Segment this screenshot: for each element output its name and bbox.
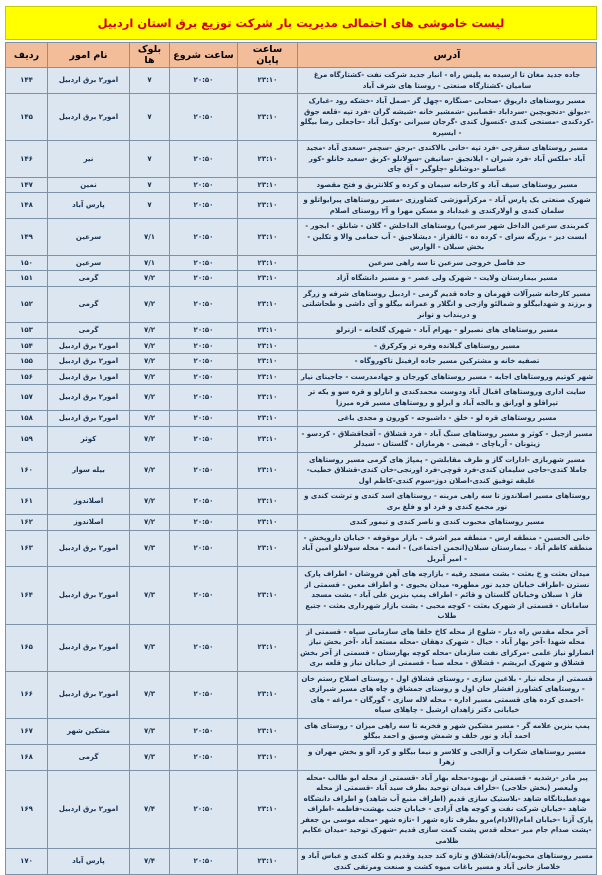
- table-row: [6, 338, 597, 354]
- table-row: [6, 286, 597, 323]
- cell-address: مسیر روستاهای قره لو - خلق - داشبوجه - کورون و مجدی باغی: [298, 411, 597, 427]
- cell-index: ۱۴۹: [6, 219, 48, 256]
- cell-end-time: ۲۳:۱۰: [238, 177, 298, 193]
- cell-office: امور۲ برق اردبیل: [48, 68, 130, 94]
- cell-address: مسیر ازجیل - کوثر و مسیر روستاهای سنگ آباد - فرد قشلاق - آقجاقشلاق - کردسو - زیتونان - آریاچای - فیضی - هرمازان - گلستان - سیدلر: [298, 426, 597, 452]
- cell-index: ۱۵۱: [6, 271, 48, 287]
- cell-blocks: ۷/۳: [130, 567, 170, 625]
- cell-blocks: ۷/۴: [130, 849, 170, 875]
- cell-office: بیله سوار: [48, 452, 130, 489]
- cell-end-time: ۲۳:۱۰: [238, 286, 298, 323]
- table-row: [6, 849, 597, 875]
- cell-index: ۱۵۵: [6, 354, 48, 370]
- cell-end-time: ۲۳:۱۰: [238, 849, 298, 875]
- cell-index: ۱۶۲: [6, 515, 48, 531]
- cell-index: ۱۴۴: [6, 68, 48, 94]
- table-row: [6, 411, 597, 427]
- cell-end-time: ۲۳:۱۰: [238, 385, 298, 411]
- cell-index: ۱۶۶: [6, 671, 48, 718]
- cell-start-time: ۲۰:۵۰: [170, 177, 238, 193]
- cell-end-time: ۲۳:۱۰: [238, 354, 298, 370]
- table-row: [6, 385, 597, 411]
- cell-address: میدان بعثت و خ بعثت - بشت مسجد رقیه - بازارچه های آهن فروشان - اطراف پارک نسترن -اطراف خیابان جدید نور مطهره- میدان یحیوی - و اطراف معین - قسمتی از فاز ۱ سبلان وخیابان گلستان و قائم - اطراف پمپ بنزین علی آباد - بشت مسجد سامانان - قسمتی از شهرک بعثت - کوچه محبی - بشت بازار شهرداری بعثت - جتبع طلاب: [298, 567, 597, 625]
- cell-blocks: ۷/۲: [130, 515, 170, 531]
- cell-address: مسیر روستاهای محبوب کندی و ناصر کندی و تیمور کندی: [298, 515, 597, 531]
- table-row: [6, 671, 597, 718]
- cell-office: امور۲ برق اردبیل: [48, 624, 130, 671]
- cell-office: امور۲ برق اردبیل: [48, 338, 130, 354]
- cell-office: سرعین: [48, 255, 130, 271]
- cell-blocks: ۷: [130, 193, 170, 219]
- column-header-office: نام امور: [48, 43, 130, 68]
- cell-index: ۱۶۸: [6, 744, 48, 770]
- cell-office: سرعین: [48, 219, 130, 256]
- table-row: [6, 354, 597, 370]
- table-header-row: [6, 43, 597, 68]
- cell-end-time: ۲۳:۱۰: [238, 338, 298, 354]
- cell-address: شهر کوتیم وروستاهای اجابه - مسیر روستاهای کورجان و جهادمدرست - جاجینای نیار: [298, 369, 597, 385]
- cell-start-time: ۲۰:۵۰: [170, 68, 238, 94]
- cell-index: ۱۵۳: [6, 323, 48, 339]
- cell-end-time: ۲۳:۱۰: [238, 323, 298, 339]
- table-row: [6, 94, 597, 141]
- table-row: [6, 624, 597, 671]
- table-row: [6, 530, 597, 567]
- cell-start-time: ۲۰:۵۰: [170, 426, 238, 452]
- cell-blocks: ۷: [130, 141, 170, 178]
- cell-start-time: ۲۰:۵۰: [170, 671, 238, 718]
- cell-start-time: ۲۰:۵۰: [170, 489, 238, 515]
- table-row: [6, 271, 597, 287]
- cell-address: پیر مادر -رشدیه - قسمتی از بهبود-محله بهار آباد -قسمتی از محله ابو طالب -محله ولیعصر (بخش حلاجی) -خلراف میدان توحید بطرف سید آباد -قسمتی از محله مهدعطینانگاه شاهد -بلاستیک سازی قدیم (اطراف منبع آب شاهد) و اطراف دانشگاه شاهد -خیابان شرکت نفت و کوچه های آزادی - خیابان جنب بهشت-فاظمه -اطراف پارک آزنا -خیابان امام(الاذام)مرو بطرف تازه شهر ا -تازه شهر -محله موسی بن جعفر -پشت صدام جام میر -محله قدس پشت کمت سازی قدیم -شهرک توحید -میدان عکایم ظلامی: [298, 770, 597, 849]
- cell-address: جاده جدید مغان تا ارسیده به پلیس راه - انبار جدید شرکت نفت -کشتارگاه مرغ سامیان -کشتارگاه صنعتی - روستا های شرف آباد: [298, 68, 597, 94]
- cell-office: امور۲ برق اردبیل: [48, 671, 130, 718]
- cell-start-time: ۲۰:۵۰: [170, 369, 238, 385]
- cell-address: پمپ بنزین علامه گر - مسیر مشکین شهر و فخریه تا سه راهی میزان - روستای های احمد آباد و نور خلف و شمش وصیق و احمد بیگلو: [298, 718, 597, 744]
- cell-office: گرمی: [48, 323, 130, 339]
- cell-start-time: ۲۰:۵۰: [170, 141, 238, 178]
- cell-blocks: ۷/۲: [130, 426, 170, 452]
- table-row: [6, 177, 597, 193]
- cell-index: ۱۴۷: [6, 177, 48, 193]
- cell-end-time: ۲۳:۱۰: [238, 426, 298, 452]
- cell-start-time: ۲۰:۵۰: [170, 94, 238, 141]
- cell-blocks: ۷/۳: [130, 718, 170, 744]
- cell-end-time: ۲۳:۱۰: [238, 530, 298, 567]
- cell-office: گرمی: [48, 744, 130, 770]
- cell-address: قسمتی از محله نیار - بلاغین سازی - روستای قشلاق اول - روستای اصلاح رستم خان - روستاهای کشاورز افشار خان اول و روستای جمشاق و چاه های مسیر شیرازی -احمدی کرده های قسمتی مسیر اداره - محله لاله سازی - گورگان - مراغه - های خیابانی دکتر زاهدان ارشیل - چاهلای سیاه: [298, 671, 597, 718]
- cell-start-time: ۲۰:۵۰: [170, 271, 238, 287]
- cell-office: امور۱ برق اردبیل: [48, 369, 130, 385]
- cell-address: مسیر شهربازی -ادارات گاز و طرف مقابلشن - پمپاژ های گرمی مسیر روستاهای جاملا کندی-حاجی سلیمان کندی-فرد قوچی-فرد اورنجی-خان کندی-قشلاق خطیب-علیقه توفیق کندی-اصلان دوز-سوم کندی-کاظم اول: [298, 452, 597, 489]
- cell-start-time: ۲۰:۵۰: [170, 286, 238, 323]
- cell-index: ۱۶۱: [6, 489, 48, 515]
- cell-end-time: ۲۳:۱۰: [238, 255, 298, 271]
- cell-start-time: ۲۰:۵۰: [170, 849, 238, 875]
- cell-blocks: ۷/۲: [130, 271, 170, 287]
- cell-start-time: ۲۰:۵۰: [170, 385, 238, 411]
- cell-office: پارس آباد: [48, 849, 130, 875]
- table-body: [6, 68, 597, 875]
- cell-address: مسیر روستاهای محبوبه/آباد/قشلاق و تازه کند جدید وقدیم و تکله کندی و عباس آباد و خلاصاز خانی آباد و مسیر باغات میوه کشت و صنعت ومرتفی کندی: [298, 849, 597, 875]
- cell-blocks: ۷/۲: [130, 323, 170, 339]
- cell-blocks: ۷/۳: [130, 744, 170, 770]
- column-header-index: ردیف: [6, 43, 48, 68]
- cell-office: گرمی: [48, 286, 130, 323]
- table-row: [6, 369, 597, 385]
- cell-index: ۱۵۸: [6, 411, 48, 427]
- cell-blocks: ۷: [130, 68, 170, 94]
- cell-index: ۱۷۰: [6, 849, 48, 875]
- cell-office: مشکین شهر: [48, 718, 130, 744]
- cell-address: کمربندی سرعین الداخل شهر سرعین) روستاهای الداخلش - گلان - شانلق - ابجور - ابست دیز - بزرگه سرای - کرده ده - ئالقراز - دیشلاجیق - آب حمامی والا و تکلین - بخش سبلان - الوارس: [298, 219, 597, 256]
- table-row: [6, 68, 597, 94]
- cell-start-time: ۲۰:۵۰: [170, 718, 238, 744]
- cell-index: ۱۵۶: [6, 369, 48, 385]
- cell-end-time: ۲۳:۱۰: [238, 141, 298, 178]
- cell-index: ۱۶۷: [6, 718, 48, 744]
- table-row: [6, 255, 597, 271]
- cell-index: ۱۵۰: [6, 255, 48, 271]
- cell-start-time: ۲۰:۵۰: [170, 624, 238, 671]
- cell-office: امور۲ برق اردبیل: [48, 411, 130, 427]
- table-row: [6, 193, 597, 219]
- table-row: [6, 718, 597, 744]
- cell-index: ۱۶۳: [6, 530, 48, 567]
- cell-start-time: ۲۰:۵۰: [170, 219, 238, 256]
- table-row: [6, 426, 597, 452]
- cell-blocks: ۷/۲: [130, 286, 170, 323]
- cell-start-time: ۲۰:۵۰: [170, 744, 238, 770]
- cell-address: مسیر کارخانه شیرآلات قهرمان و جاده قدیم گرمی - اردبیل روستاهای شرفه و زرگر و برزند و شهدابیگلو و شمالئو وازجی و انگلار و عمرانه بیگلو و آی داشی و طحاشلتی و دربنداب و توانر: [298, 286, 597, 323]
- cell-start-time: ۲۰:۵۰: [170, 193, 238, 219]
- cell-end-time: ۲۳:۱۰: [238, 271, 298, 287]
- cell-start-time: ۲۰:۵۰: [170, 323, 238, 339]
- table-header: [6, 43, 597, 68]
- cell-office: امور۲ برق اردبیل: [48, 94, 130, 141]
- cell-start-time: ۲۰:۵۰: [170, 255, 238, 271]
- cell-blocks: ۷/۱: [130, 255, 170, 271]
- cell-end-time: ۲۳:۱۰: [238, 744, 298, 770]
- cell-address: شهرک صنعتی یک پارس آباد - مرکزآموزشی کشاورزی -مسیر روستاهای پیرایواتلو و سلمان کندی و اولارکندی و غیداباد و مسکن مهرا و آ۲ روستای اصلام: [298, 193, 597, 219]
- cell-index: ۱۴۶: [6, 141, 48, 178]
- cell-start-time: ۲۰:۵۰: [170, 354, 238, 370]
- table-row: [6, 323, 597, 339]
- cell-start-time: ۲۰:۵۰: [170, 452, 238, 489]
- column-header-address: آدرس: [298, 43, 597, 68]
- table-row: [6, 744, 597, 770]
- table-row: [6, 489, 597, 515]
- cell-blocks: ۷/۳: [130, 530, 170, 567]
- cell-start-time: ۲۰:۵۰: [170, 530, 238, 567]
- cell-end-time: ۲۳:۱۰: [238, 515, 298, 531]
- cell-address: روستاهای مسیر اصلاندوز تا سه راهی مرینه - روستاهای اسد کندی و ترشت کندی و نور مجمع کندی و فرد او و فلغ بری: [298, 489, 597, 515]
- cell-index: ۱۶۰: [6, 452, 48, 489]
- cell-blocks: ۷/۲: [130, 452, 170, 489]
- cell-office: پارس آباد: [48, 193, 130, 219]
- cell-start-time: ۲۰:۵۰: [170, 770, 238, 849]
- cell-blocks: ۷/۲: [130, 369, 170, 385]
- cell-index: ۱۵۲: [6, 286, 48, 323]
- cell-start-time: ۲۰:۵۰: [170, 411, 238, 427]
- cell-index: ۱۵۴: [6, 338, 48, 354]
- cell-office: امور۲ برق اردبیل: [48, 567, 130, 625]
- cell-index: ۱۶۹: [6, 770, 48, 849]
- cell-address: آخر محله مقدس راه دیار - شلوع از محله کاخ خلفا های سازمانی سپاه - قسمتی از محله شهدا -آخر بهار آباد - خیال - شهرک دهقان -محله مستعد آباد -آخر بخش نیاز انصارلو نیاز علمی -مرکزای نفت سازمان -محله کوچه بهارستان - قسمتی از آخر بخش قشلاق و شهرک ابریشم - قشلاق - محله صبا - قسمتی از خیابان نیاز و قلعه بری: [298, 624, 597, 671]
- report-title-banner: [5, 6, 597, 40]
- cell-address: مسیر روستاهای شکراب و آزالجی و کلاسر و نیما بیگلو و کرد آلو و بخش مهران و زهرا: [298, 744, 597, 770]
- table-row: [6, 219, 597, 256]
- cell-index: ۱۵۹: [6, 426, 48, 452]
- cell-blocks: ۷/۲: [130, 385, 170, 411]
- table-row: [6, 515, 597, 531]
- cell-end-time: ۲۳:۱۰: [238, 411, 298, 427]
- table-row: [6, 452, 597, 489]
- cell-blocks: ۷/۳: [130, 624, 170, 671]
- cell-office: امور۲ برق اردبیل: [48, 354, 130, 370]
- cell-end-time: ۲۳:۱۰: [238, 193, 298, 219]
- cell-office: امور۲ برق اردبیل: [48, 530, 130, 567]
- cell-address: خانی الحسین - منطقه ارس - منطقه میر اشرف - بازار موقوفه - خیابان داروپخش - منطقه کاظم آباد - بیمارستان سبلان(انجمن اجتماعی) - انمه - محله سولانلو امین آباد - امیر آبریل: [298, 530, 597, 567]
- cell-address: سایت اداری وروستاهای اقبال آباد ودوست محمدکندی و انارلو و قره سو و یکه تر تپراقلو و اورانق و بالجه آباد و ایرلو و روستاهای مسیر قره میرزا: [298, 385, 597, 411]
- cell-end-time: ۲۳:۱۰: [238, 624, 298, 671]
- cell-blocks: ۷/۲: [130, 489, 170, 515]
- cell-index: ۱۴۸: [6, 193, 48, 219]
- cell-address: مسیر روستاهای سیف آباد و کارخانه سیمان و کرده و کلانتریق و فتح مقصود: [298, 177, 597, 193]
- cell-office: امور۲ برق اردبیل: [48, 385, 130, 411]
- cell-end-time: ۲۳:۱۰: [238, 452, 298, 489]
- cell-blocks: ۷/۲: [130, 411, 170, 427]
- cell-address: مسیر بیمارستان ولایت - شهرک ولی عصر - و مسیر دانشگاه آزاد: [298, 271, 597, 287]
- cell-office: اصلاندوز: [48, 489, 130, 515]
- cell-index: ۱۶۵: [6, 624, 48, 671]
- cell-blocks: ۷/۲: [130, 338, 170, 354]
- cell-end-time: ۲۳:۱۰: [238, 671, 298, 718]
- cell-address: تصفیه خانه و مشترکین مسیر جاده ارفینل تاکوروگاه -: [298, 354, 597, 370]
- page-title: لیست خاموشی های احتمالی مدیریت بار شرکت توزیع برق استان اردبیل: [97, 16, 505, 30]
- cell-start-time: ۲۰:۵۰: [170, 515, 238, 531]
- column-header-blocks: بلوک ها: [130, 43, 170, 68]
- column-header-end-time: ساعت پایان: [238, 43, 298, 68]
- cell-blocks: ۷/۳: [130, 671, 170, 718]
- column-header-start-time: ساعت شروع: [170, 43, 238, 68]
- cell-office: کوثر: [48, 426, 130, 452]
- cell-end-time: ۲۳:۱۰: [238, 94, 298, 141]
- cell-blocks: ۷: [130, 94, 170, 141]
- cell-blocks: ۷/۱: [130, 219, 170, 256]
- cell-blocks: ۷/۲: [130, 354, 170, 370]
- cell-address: مسیر روستاهای گیلانده وفره تر وکرکرق -: [298, 338, 597, 354]
- cell-end-time: ۲۳:۱۰: [238, 68, 298, 94]
- cell-address: مسیر روستاهای داریوق -صحابی -صنگاره -چهل گز -صمل آباد -خشکه رود -غبارک -دیولق -دنجوبچین -سرداباد -قصابین -شمشیر خانه -شیشه گران -فرد تپه -قلعه جوق -کردکندی -مستجی کندی -کنسول کندی -گرجان سیرانی -وکیل آباد -حاجعلی رضا بیگلو - ایسپره: [298, 94, 597, 141]
- cell-start-time: ۲۰:۵۰: [170, 567, 238, 625]
- cell-end-time: ۲۳:۱۰: [238, 718, 298, 744]
- cell-index: ۱۴۵: [6, 94, 48, 141]
- cell-end-time: ۲۳:۱۰: [238, 219, 298, 256]
- table-row: [6, 567, 597, 625]
- cell-start-time: ۲۰:۵۰: [170, 338, 238, 354]
- cell-end-time: ۲۳:۱۰: [238, 489, 298, 515]
- cell-blocks: ۷/۴: [130, 770, 170, 849]
- table-row: [6, 141, 597, 178]
- table-row: [6, 770, 597, 849]
- cell-office: گرمی: [48, 271, 130, 287]
- cell-end-time: ۲۳:۱۰: [238, 567, 298, 625]
- outage-schedule-table: [5, 42, 597, 875]
- cell-office: نمین: [48, 177, 130, 193]
- cell-end-time: ۲۳:۱۰: [238, 369, 298, 385]
- cell-address: حد فاصل خروجی سرعین تا سه راهی سرعین: [298, 255, 597, 271]
- cell-office: نیر: [48, 141, 130, 178]
- cell-index: ۱۵۷: [6, 385, 48, 411]
- cell-blocks: ۷: [130, 177, 170, 193]
- cell-office: اصلاندوز: [48, 515, 130, 531]
- cell-office: امور۲ برق اردبیل: [48, 770, 130, 849]
- cell-index: ۱۶۴: [6, 567, 48, 625]
- cell-address: مسیر روستاهای سقزچی -فرد تپه -خانی بالاکندی -برجق -سچمر -سعدی آباد -مجید آباد -ملکس آباد -فرد شبران - ایلانجیق -سانیفن -سولانلو -کربق -سعید خانلو -کور عباسلو -دوشانلو -چلوگیر - آق چای: [298, 141, 597, 178]
- cell-end-time: ۲۳:۱۰: [238, 770, 298, 849]
- cell-address: مسیر روستاهای های نصیرلو - بهرام آباد - شهرک گلخانه - ازنرلو: [298, 323, 597, 339]
